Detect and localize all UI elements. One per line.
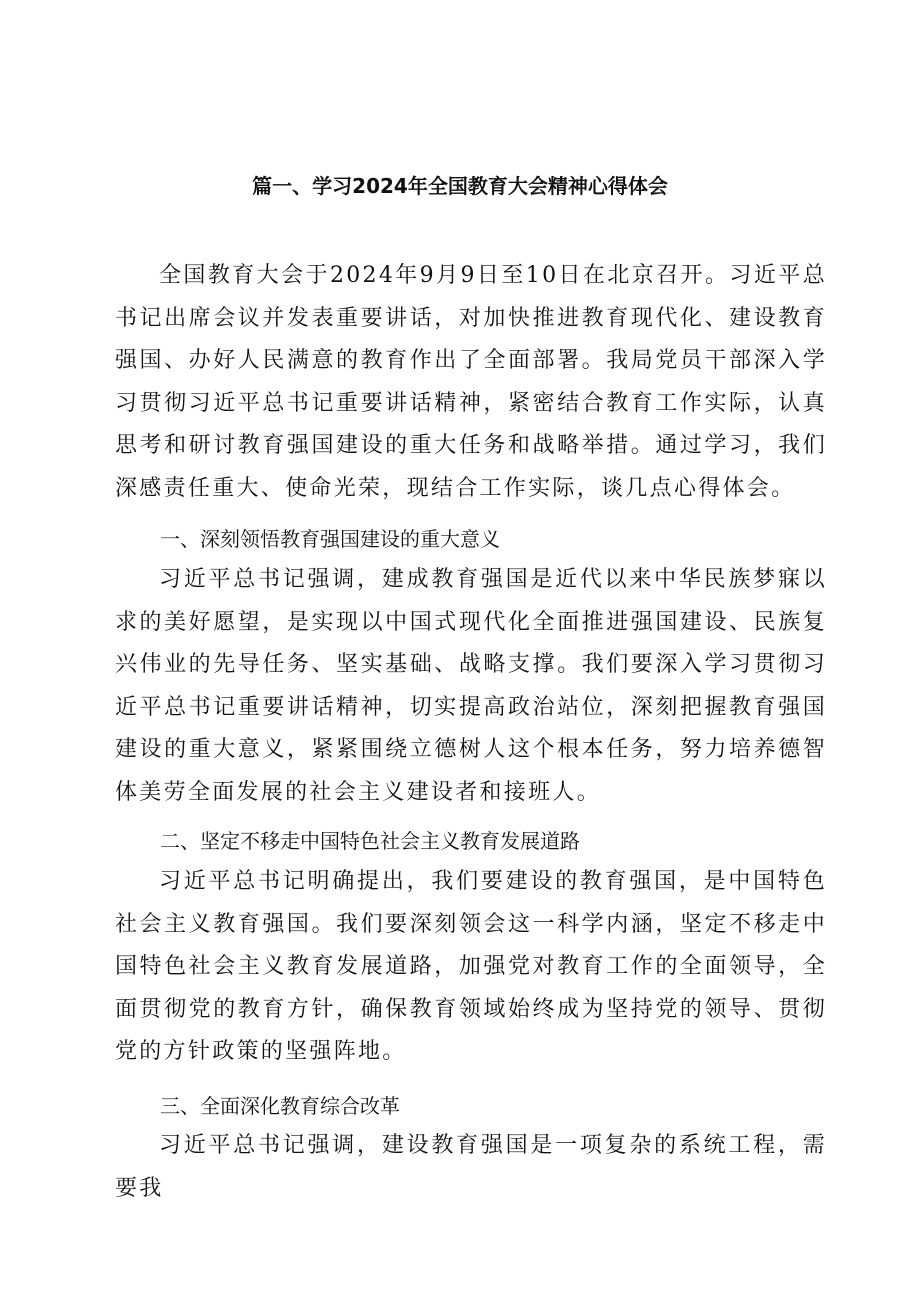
section-paragraph-1: 习近平总书记强调，建成教育强国是近代以来中华民族梦寐以求的美好愿望，是实现以中国式现代化全面推进强国建设、民族复兴伟业的先导任务、坚实基础、战略支撑。我们要深入学习贯彻习近平总书记重要讲话精神，切实提高政治站位，深刻把握教育强国建设的重大意义，紧紧围绕立德树人这个根本任务，努力培养德智体美劳全面发展的社会主义建设者和接班人。: [115, 567, 827, 805]
intro-paragraph: 全国教育大会于2024年9月9日至10日在北京召开。习近平总书记出席会议并发表重要讲话，对加快推进教育现代化、建设教育强国、办好人民满意的教育作出了全面部署。我局党员干部深入学习贯彻习近平总书记重要讲话精神，紧密结合教育工作实际，认真思考和研讨教育强国建设的重大任务和战略举措。通过学习，我们深感责任重大、使命光荣，现结合工作实际，谈几点心得体会。: [115, 263, 827, 501]
section-heading-3: 三、全面深化教育综合改革: [160, 1094, 400, 1118]
section-heading-1: 一、深刻领悟教育强国建设的重大意义: [160, 527, 500, 551]
section-paragraph-2: 习近平总书记明确提出，我们要建设的教育强国，是中国特色社会主义教育强国。我们要深刻领会这一科学内涵，坚定不移走中国特色社会主义教育发展道路，加强党对教育工作的全面领导，全面贯彻党的教育方针，确保教育领域始终成为坚持党的领导、贯彻党的方针政策的坚强阵地。: [115, 869, 827, 1064]
section-heading-2: 二、坚定不移走中国特色社会主义教育发展道路: [160, 829, 580, 853]
document-title: 篇一、学习2024年全国教育大会精神心得体会: [252, 174, 668, 198]
section-paragraph-3: 习近平总书记强调，建设教育强国是一项复杂的系统工程，需要我: [115, 1133, 827, 1201]
